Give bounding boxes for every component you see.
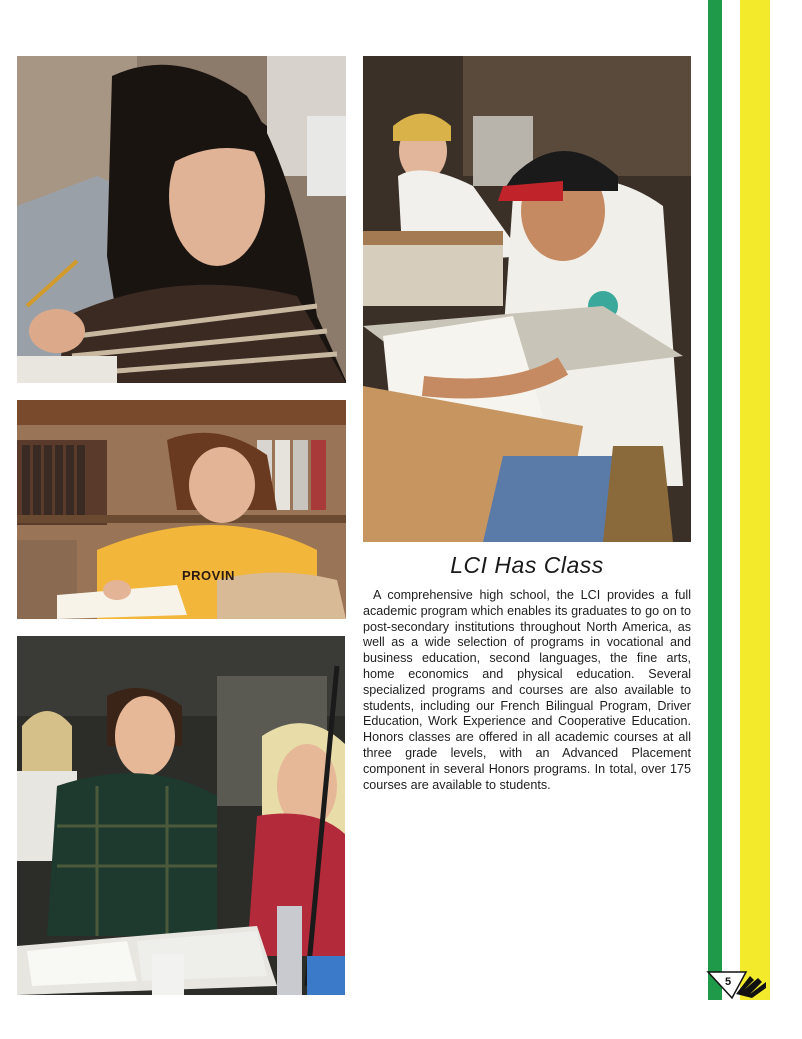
photo-student-library	[17, 400, 346, 619]
photo-student-reading	[363, 56, 691, 542]
article-body: A comprehensive high school, the LCI provides a full academic program which enables its graduates to go on to post-secondary institutions throughout North America, as well as a wide selection of programs in vocational and business education, second languages, the fine arts, home economics and physical education. Several specialized programs and courses are also available to students, including our French Bilingual Program, Driver Education, Work Experience and Cooperative Education. Honors classes are offered in all academic courses at all three grade levels, with an Advanced Placement component in several Honors programs. In total, over 175 courses are available to students.	[363, 588, 691, 792]
shirt-lettering: PROVIN	[182, 568, 235, 583]
photo-student-writing	[17, 56, 346, 383]
photo-students-lab	[17, 636, 345, 995]
yellow-stripe	[740, 0, 770, 1000]
article-title: LCI Has Class	[450, 552, 604, 578]
white-stripe	[722, 0, 740, 1000]
page-number: 5	[725, 976, 732, 988]
green-stripe	[708, 0, 722, 1000]
page-number-badge	[706, 968, 768, 1002]
